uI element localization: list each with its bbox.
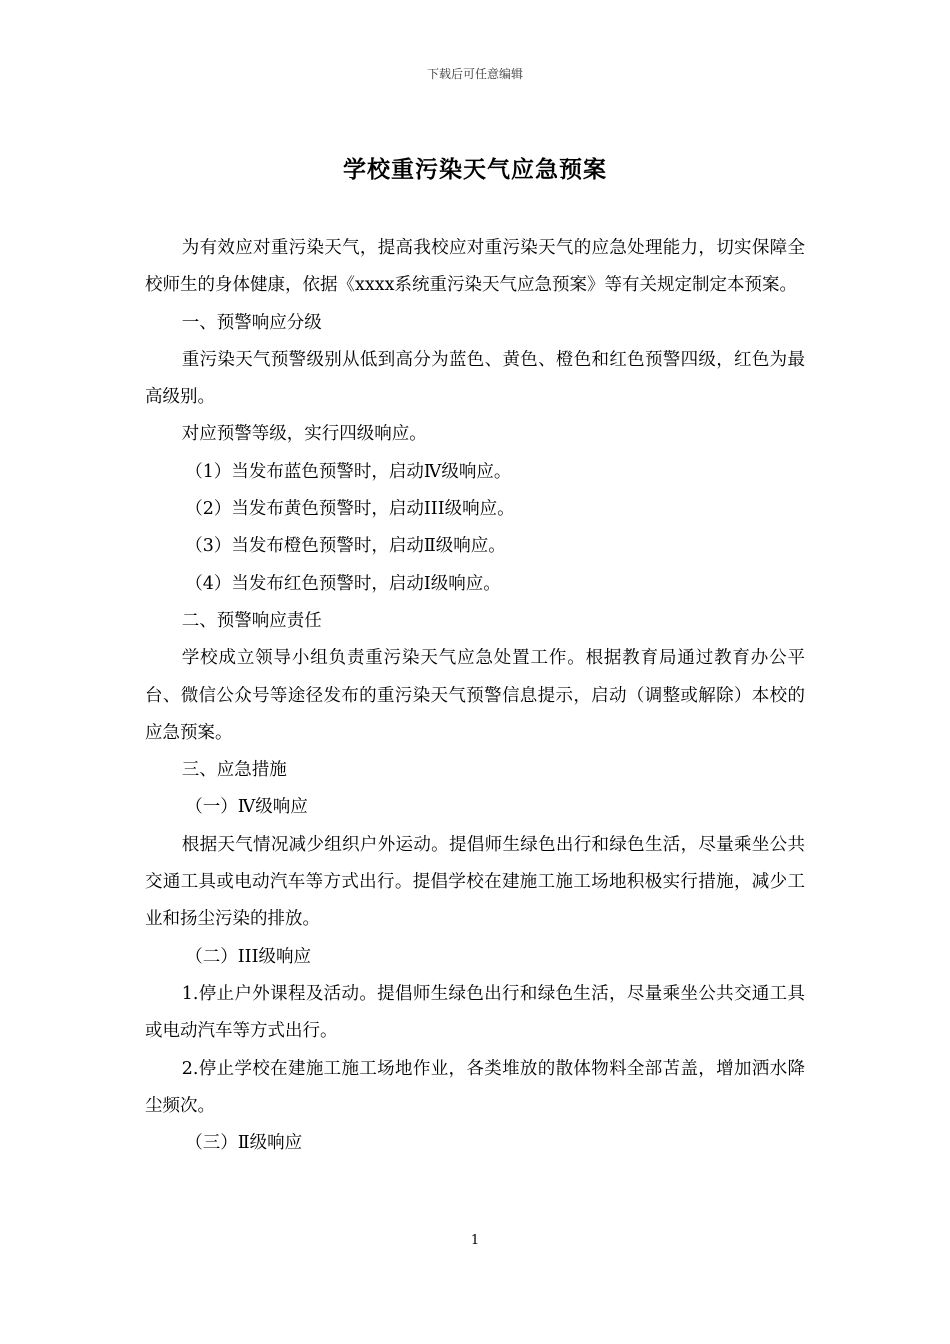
list-item-orange: （3）当发布橙色预警时，启动Ⅱ级响应。: [185, 536, 506, 557]
page-header-note: 下载后可任意编辑: [426, 67, 523, 81]
section-heading-responsibility: 二、预警响应责任: [181, 610, 322, 631]
paragraph-responsibility: 学校成立领导小组负责重污染天气应急处置工作。根据教育局通过教育办公平台、微信公众号等途径发布的重污染天气预警信息提示，启动（调整或解除）本校的应急预案。: [145, 648, 805, 743]
paragraph-level-3-item-1: 1.停止户外课程及活动。提倡师生绿色出行和绿色生活，尽量乘坐公共交通工具或电动汽车等方式出行。: [145, 983, 805, 1042]
list-item-yellow: （2）当发布黄色预警时，启动III级响应。: [185, 499, 515, 520]
document-title: 学校重污染天气应急预案: [343, 156, 607, 183]
page-number: 1: [470, 1233, 480, 1248]
list-item-blue: （1）当发布蓝色预警时，启动Ⅳ级响应。: [185, 461, 512, 482]
paragraph-response-levels: 对应预警等级，实行四级响应。: [181, 424, 427, 445]
intro-paragraph: 为有效应对重污染天气，提高我校应对重污染天气的应急处理能力，切实保障全校师生的身体健康，依据《xxxx系统重污染天气应急预案》等有关规定制定本预案。: [145, 238, 805, 296]
section-heading-measures: 三、应急措施: [181, 760, 287, 781]
paragraph-level-3-item-2: 2.停止学校在建施工施工场地作业，各类堆放的散体物料全部苫盖，增加洒水降尘频次。: [145, 1058, 805, 1116]
document-body: [145, 230, 805, 1162]
section-heading-warning-levels: 一、预警响应分级: [181, 312, 322, 333]
subheading-level-4: （一）Ⅳ级响应: [185, 797, 308, 818]
list-item-red: （4）当发布红色预警时，启动Ⅰ级响应。: [185, 573, 501, 594]
subheading-level-3: （二）III级响应: [185, 946, 311, 967]
paragraph-warning-levels: 重污染天气预警级别从低到高分为蓝色、黄色、橙色和红色预警四级，红色为最高级别。: [145, 349, 805, 408]
subheading-level-2: （三）Ⅱ级响应: [185, 1133, 303, 1154]
paragraph-level-4: 根据天气情况减少组织户外运动。提倡师生绿色出行和绿色生活，尽量乘坐公共交通工具或电动汽车等方式出行。提倡学校在建施工施工场地积极实行措施，减少工业和扬尘污染的排放。: [145, 834, 805, 930]
